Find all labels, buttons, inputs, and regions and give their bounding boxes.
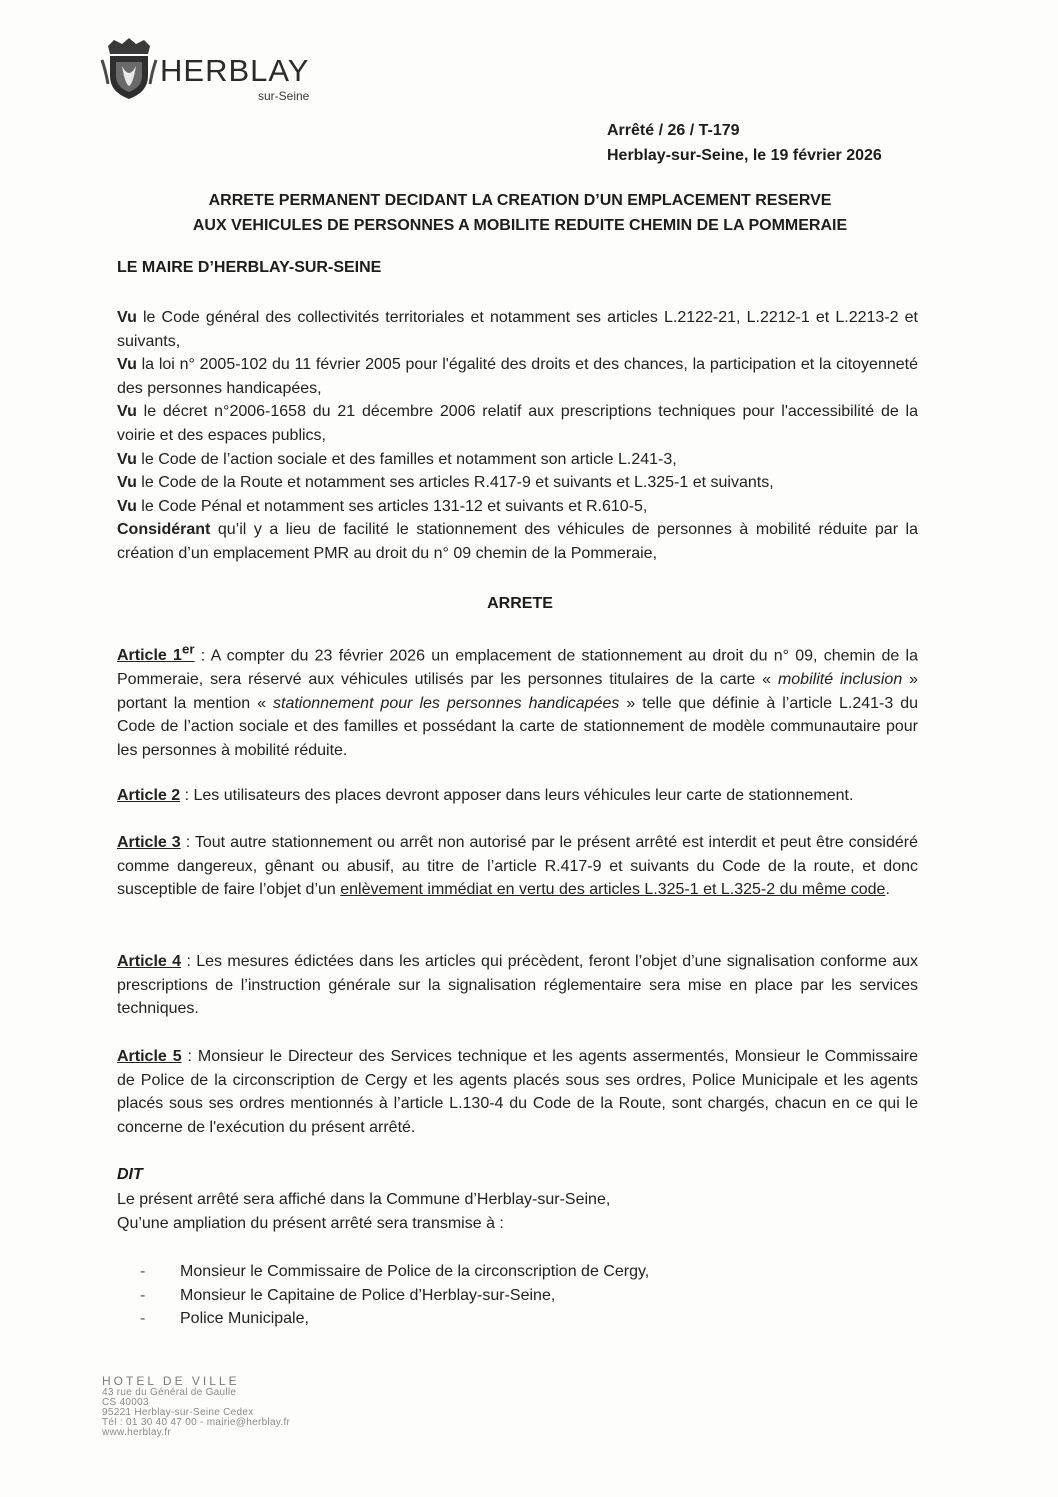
footer-line: Tél : 01 30 40 47 00 - mairie@herblay.fr	[102, 1417, 291, 1428]
article-4	[117, 950, 918, 1021]
title-line-1: ARRETE PERMANENT DECIDANT LA CREATION D’UN EMPLACEMENT RESERVE	[208, 192, 832, 209]
article-label: Article 5	[117, 1048, 182, 1065]
dit-line: Le présent arrêté sera affiché dans la Commune d’Herblay-sur-Seine,	[117, 1191, 611, 1208]
title-line-2: AUX VEHICULES DE PERSONNES A MOBILITE REDUITE CHEMIN DE LA POMMERAIE	[192, 217, 848, 234]
recipient-text: Monsieur le Commissaire de Police de la circonscription de Cergy,	[180, 1263, 650, 1280]
town-subtitle: sur-Seine	[258, 89, 310, 103]
visa-lead: Vu	[117, 474, 137, 492]
visa-lead: Vu	[117, 356, 137, 374]
dit-heading: DIT	[117, 1166, 143, 1183]
visa-text: qu’il y a lieu de facilité le stationnement des véhicules de personnes à mobilité réduite par la création d’un emplacement PMR au droit du n° 09 chemin de la Pommeraie,	[117, 521, 918, 562]
arrete-number: Arrêté / 26 / T-179	[607, 122, 740, 139]
list-bullet: -	[140, 1286, 146, 1304]
article-3	[117, 831, 918, 902]
herblay-logo	[100, 34, 340, 104]
article-underlined-text: enlèvement immédiat en vertu des articles L.325-1 et L.325-2 du même code	[340, 881, 886, 899]
document-title	[120, 188, 920, 238]
reference-block	[607, 118, 882, 168]
visa-item	[117, 495, 918, 519]
recipient-text: Monsieur le Capitaine de Police d’Herblay-sur-Seine,	[180, 1286, 556, 1304]
list-item	[140, 1260, 649, 1284]
visa-item	[117, 471, 918, 495]
visa-item	[117, 448, 918, 472]
visa-lead: Vu	[117, 450, 137, 468]
dit-line: Qu’une ampliation du présent arrêté sera transmise à :	[117, 1214, 504, 1232]
article-text: : Les mesures édictées dans les articles qui précèdent, feront l’objet d’une signalisation conforme aux prescriptions de l’instruction générale sur la signalisation réglementaire sera mise en place par les services techniques.	[117, 953, 919, 1018]
visa-text: le Code de l’action sociale et des familles et notamment son article L.241-3,	[136, 450, 677, 468]
visa-lead: Vu	[117, 403, 137, 421]
town-name: HERBLAY	[160, 53, 310, 88]
article-label: Article 4	[117, 953, 182, 970]
article-text: : Les utilisateurs des places devront apposer dans leurs véhicules leur carte de stationnement.	[180, 787, 854, 804]
article-text: .	[885, 881, 890, 899]
visa-lead: Considérant	[117, 521, 211, 539]
article-5	[117, 1045, 918, 1139]
recipients-list	[140, 1260, 649, 1331]
visa-text: le Code général des collectivités territoriales et notamment ses articles L.2122-21, L.2212-1 et L.2213-2 et suivants,	[117, 309, 918, 350]
article-text: » telle que définie à l’article L.241-3 du Code de l’action sociale et des familles et possédant la carte de stationnement de modèle communautaire pour les personnes à mobilité réduite.	[117, 694, 919, 759]
article-italic-text: mobilité inclusion	[777, 670, 903, 688]
article-text: : Tout autre stationnement ou arrêt non autorisé par le présent arrêté est interdit et peut être considéré comme dangereux, gênant ou abusif, au titre de l’article R.417-9 et suivants du Code de la route, et donc susceptible de faire l’objet d’un	[117, 834, 918, 899]
visa-text: la loi n° 2005-102 du 11 février 2005 pour l'égalité des droits et des chances, la participation et la citoyenneté des personnes handicapées,	[117, 356, 918, 397]
footer-line: 95221 Herblay-sur-Seine Cedex	[102, 1407, 254, 1418]
article-label: Article 2	[117, 787, 181, 804]
visa-text: le Code de la Route et notamment ses articles R.417-9 et suivants et L.325-1 et suivants,	[136, 474, 774, 492]
article-label-text: Article 1	[117, 647, 182, 665]
article-label	[117, 642, 195, 665]
visas-section	[117, 306, 918, 566]
arrete-heading: ARRETE	[487, 595, 553, 612]
visa-item	[117, 306, 918, 353]
list-bullet: -	[140, 1263, 146, 1280]
list-item	[140, 1284, 649, 1308]
list-item	[140, 1307, 649, 1331]
visa-item	[117, 353, 918, 400]
maire-heading: LE MAIRE D’HERBLAY-SUR-SEINE	[117, 259, 382, 276]
visa-text: le Code Pénal et notamment ses articles 131-12 et suivants et R.610-5,	[136, 497, 648, 515]
article-italic-text: stationnement pour les personnes handicapées	[273, 694, 620, 712]
footer-address	[102, 1375, 290, 1438]
footer-line: www.herblay.fr	[102, 1427, 172, 1438]
article-text: : Monsieur le Directeur des Services technique et les agents assermentés, Monsieur le Commissaire de Police de la circonscription de Cergy et les agents placés sous ses ordres, Police Municipale et les agents placés sous ses ordres mentionnés à l’article L.130-4 du Code de la Route, sont chargés, chacun en ce qui le concerne de l'exécution du présent arrêté.	[117, 1048, 919, 1136]
footer-line: 43 rue du Général de Gaulle	[102, 1387, 237, 1398]
article-text: » portant la mention «	[117, 670, 918, 712]
dit-section	[117, 1188, 610, 1235]
visa-text: le décret n°2006-1658 du 21 décembre 2006 relatif aux prescriptions techniques pour l'accessibilité de la voirie et des espaces publics,	[117, 403, 918, 444]
recipient-text: Police Municipale,	[180, 1310, 309, 1328]
article-text: : A compter du 23 février 2026 un emplacement de stationnement au droit du n° 09, chemin de la Pommeraie, sera réservé aux véhicules utilisés par les personnes titulaires de la carte «	[117, 647, 919, 688]
article-label-sup: er	[181, 642, 195, 657]
visa-lead: Vu	[117, 309, 137, 326]
article-2	[117, 784, 918, 808]
footer-line: CS 40003	[102, 1397, 149, 1408]
visa-item	[117, 400, 918, 447]
visa-lead: Vu	[117, 497, 137, 515]
article-1	[117, 638, 918, 762]
footer-heading: HOTEL DE VILLE	[102, 1374, 240, 1388]
place-date: Herblay-sur-Seine, le 19 février 2026	[607, 147, 882, 164]
coat-of-arms-icon	[100, 36, 158, 102]
list-bullet: -	[140, 1310, 146, 1328]
article-label: Article 3	[117, 834, 181, 851]
considerant-item	[117, 518, 918, 565]
